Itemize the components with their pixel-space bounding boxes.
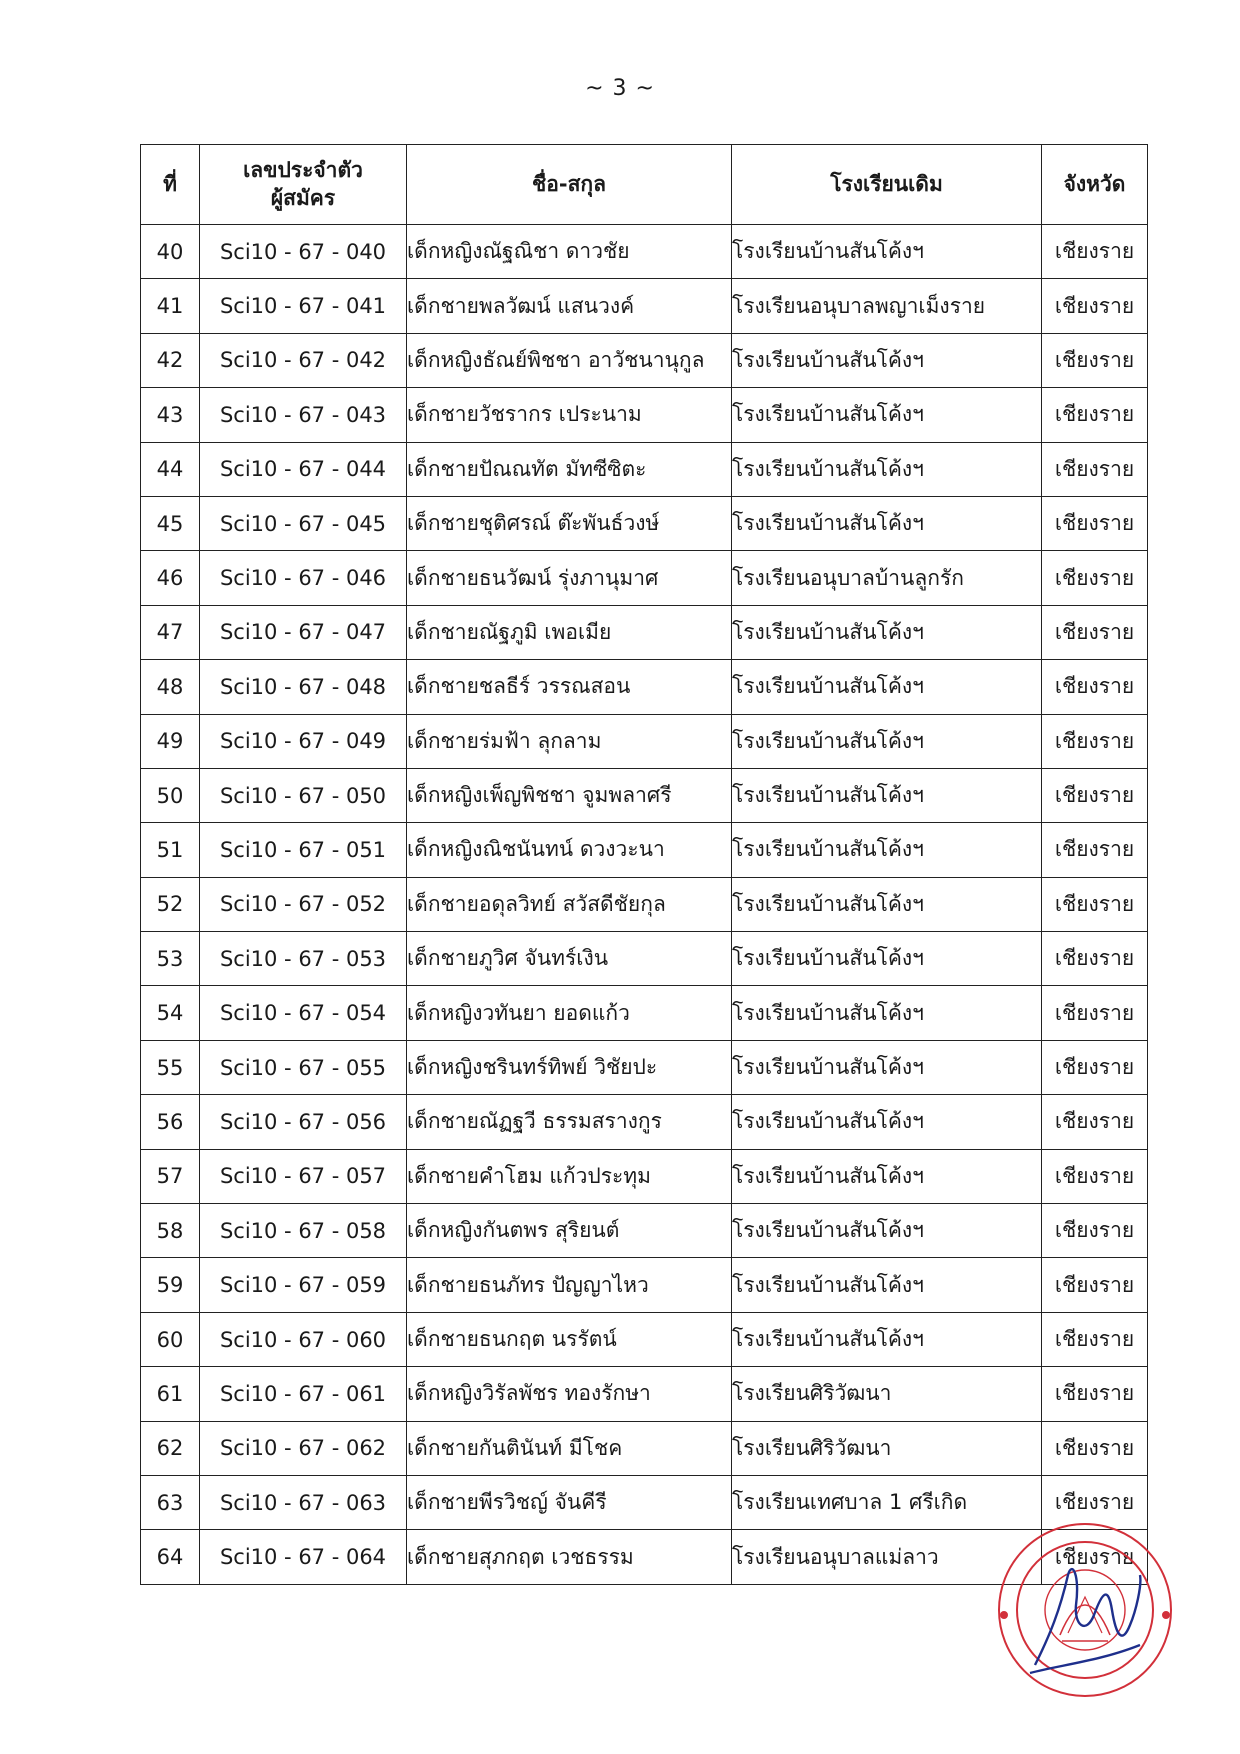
row-number: 54 [141, 986, 200, 1040]
province: เชียงราย [1042, 1204, 1148, 1258]
applicant-name: เด็กชายธนภัทร ปัญญาไหว [407, 1258, 732, 1312]
school: โรงเรียนบ้านสันโค้งฯ [732, 1204, 1042, 1258]
province: เชียงราย [1042, 1475, 1148, 1529]
applicant-name: เด็กหญิงณัฐณิชา ดาวชัย [407, 225, 732, 279]
applicant-name: เด็กหญิงวทันยา ยอดแก้ว [407, 986, 732, 1040]
table-row [141, 986, 1148, 1040]
school: โรงเรียนบ้านสันโค้งฯ [732, 1040, 1042, 1094]
province: เชียงราย [1042, 333, 1148, 387]
school: โรงเรียนอนุบาลแม่ลาว [732, 1530, 1042, 1584]
table-row [141, 388, 1148, 442]
applicant-id: Sci10 - 67 - 048 [200, 660, 407, 714]
applicant-name: เด็กชายคำโฮม แก้วประทุม [407, 1149, 732, 1203]
table-row [141, 333, 1148, 387]
table-row [141, 877, 1148, 931]
row-number: 61 [141, 1367, 200, 1421]
school: โรงเรียนศิริวัฒนา [732, 1421, 1042, 1475]
applicant-name: เด็กหญิงณิชนันทน์ ดวงวะนา [407, 823, 732, 877]
applicant-id: Sci10 - 67 - 057 [200, 1149, 407, 1203]
school: โรงเรียนบ้านสันโค้งฯ [732, 1312, 1042, 1366]
table-row [141, 1475, 1148, 1529]
applicant-name: เด็กชายชลธีร์ วรรณสอน [407, 660, 732, 714]
applicant-id: Sci10 - 67 - 043 [200, 388, 407, 442]
applicant-id: Sci10 - 67 - 060 [200, 1312, 407, 1366]
applicant-id: Sci10 - 67 - 064 [200, 1530, 407, 1584]
applicant-id: Sci10 - 67 - 052 [200, 877, 407, 931]
province: เชียงราย [1042, 442, 1148, 496]
header-province: จังหวัด [1042, 145, 1148, 225]
applicant-name: เด็กชายณัฐภูมิ เพอเมีย [407, 605, 732, 659]
province: เชียงราย [1042, 1149, 1148, 1203]
province: เชียงราย [1042, 877, 1148, 931]
school: โรงเรียนบ้านสันโค้งฯ [732, 388, 1042, 442]
row-number: 56 [141, 1095, 200, 1149]
table-row [141, 768, 1148, 822]
school: โรงเรียนเทศบาล 1 ศรีเกิด [732, 1475, 1042, 1529]
row-number: 46 [141, 551, 200, 605]
applicant-id: Sci10 - 67 - 044 [200, 442, 407, 496]
school: โรงเรียนอนุบาลพญาเม็งราย [732, 279, 1042, 333]
row-number: 45 [141, 496, 200, 550]
header-name: ชื่อ-สกุล [407, 145, 732, 225]
school: โรงเรียนบ้านสันโค้งฯ [732, 1149, 1042, 1203]
table-row [141, 496, 1148, 550]
applicant-name: เด็กหญิงธัณย์พิชชา อาวัชนานุกูล [407, 333, 732, 387]
province: เชียงราย [1042, 551, 1148, 605]
table-row [141, 1149, 1148, 1203]
row-number: 41 [141, 279, 200, 333]
applicant-id: Sci10 - 67 - 063 [200, 1475, 407, 1529]
province: เชียงราย [1042, 496, 1148, 550]
table-row [141, 660, 1148, 714]
header-applicant-id-line2: ผู้สมัคร [270, 185, 336, 210]
applicant-name: เด็กชายพลวัฒน์ แสนวงค์ [407, 279, 732, 333]
province: เชียงราย [1042, 932, 1148, 986]
applicant-name: เด็กชายสุภกฤต เวชธรรม [407, 1530, 732, 1584]
table-body [141, 225, 1148, 1585]
row-number: 60 [141, 1312, 200, 1366]
school: โรงเรียนบ้านสันโค้งฯ [732, 496, 1042, 550]
applicant-name: เด็กหญิงกันตพร สุริยนต์ [407, 1204, 732, 1258]
row-number: 62 [141, 1421, 200, 1475]
table-row [141, 1312, 1148, 1366]
school: โรงเรียนบ้านสันโค้งฯ [732, 225, 1042, 279]
applicant-id: Sci10 - 67 - 046 [200, 551, 407, 605]
applicant-id: Sci10 - 67 - 056 [200, 1095, 407, 1149]
school: โรงเรียนศิริวัฒนา [732, 1367, 1042, 1421]
applicant-name: เด็กชายชุติศรณ์ ต๊ะพันธ์วงษ์ [407, 496, 732, 550]
row-number: 58 [141, 1204, 200, 1258]
row-number: 63 [141, 1475, 200, 1529]
table-row [141, 1204, 1148, 1258]
table-row [141, 279, 1148, 333]
province: เชียงราย [1042, 1530, 1148, 1584]
province: เชียงราย [1042, 823, 1148, 877]
row-number: 47 [141, 605, 200, 659]
applicant-id: Sci10 - 67 - 045 [200, 496, 407, 550]
table-row [141, 1040, 1148, 1094]
applicant-id: Sci10 - 67 - 041 [200, 279, 407, 333]
province: เชียงราย [1042, 1258, 1148, 1312]
applicant-name: เด็กชายวัชรากร เประนาม [407, 388, 732, 442]
table-row [141, 1258, 1148, 1312]
province: เชียงราย [1042, 279, 1148, 333]
school: โรงเรียนบ้านสันโค้งฯ [732, 605, 1042, 659]
row-number: 48 [141, 660, 200, 714]
applicant-name: เด็กชายร่มฟ้า ลุกลาม [407, 714, 732, 768]
school: โรงเรียนบ้านสันโค้งฯ [732, 877, 1042, 931]
applicant-name: เด็กชายธนกฤต นรรัตน์ [407, 1312, 732, 1366]
header-applicant-id [200, 145, 407, 225]
applicant-id: Sci10 - 67 - 049 [200, 714, 407, 768]
table-header-row [141, 145, 1148, 225]
applicant-name: เด็กชายปัณณทัต มัทซีซิตะ [407, 442, 732, 496]
table-row [141, 225, 1148, 279]
row-number: 44 [141, 442, 200, 496]
province: เชียงราย [1042, 225, 1148, 279]
applicant-table [140, 144, 1148, 1585]
applicant-name: เด็กชายณัฏฐวี ธรรมสรางกูร [407, 1095, 732, 1149]
applicant-name: เด็กชายพีรวิชญ์ จันคีรี [407, 1475, 732, 1529]
table-row [141, 1421, 1148, 1475]
applicant-id: Sci10 - 67 - 055 [200, 1040, 407, 1094]
applicant-id: Sci10 - 67 - 058 [200, 1204, 407, 1258]
row-number: 42 [141, 333, 200, 387]
applicant-id: Sci10 - 67 - 062 [200, 1421, 407, 1475]
row-number: 40 [141, 225, 200, 279]
row-number: 50 [141, 768, 200, 822]
table-row [141, 823, 1148, 877]
school: โรงเรียนบ้านสันโค้งฯ [732, 442, 1042, 496]
province: เชียงราย [1042, 1095, 1148, 1149]
applicant-id: Sci10 - 67 - 051 [200, 823, 407, 877]
applicant-name: เด็กชายกันตินันท์ มีโชค [407, 1421, 732, 1475]
school: โรงเรียนบ้านสันโค้งฯ [732, 823, 1042, 877]
row-number: 43 [141, 388, 200, 442]
row-number: 51 [141, 823, 200, 877]
table-row [141, 1530, 1148, 1584]
table-row [141, 714, 1148, 768]
table-row [141, 551, 1148, 605]
school: โรงเรียนบ้านสันโค้งฯ [732, 768, 1042, 822]
row-number: 55 [141, 1040, 200, 1094]
applicant-name: เด็กหญิงเพ็ญพิชชา จูมพลาศรี [407, 768, 732, 822]
applicant-name: เด็กชายธนวัฒน์ รุ่งภานุมาศ [407, 551, 732, 605]
table-row [141, 932, 1148, 986]
row-number: 59 [141, 1258, 200, 1312]
applicant-id: Sci10 - 67 - 047 [200, 605, 407, 659]
province: เชียงราย [1042, 1367, 1148, 1421]
school: โรงเรียนบ้านสันโค้งฯ [732, 986, 1042, 1040]
school: โรงเรียนบ้านสันโค้งฯ [732, 1258, 1042, 1312]
applicant-id: Sci10 - 67 - 050 [200, 768, 407, 822]
table-row [141, 605, 1148, 659]
row-number: 64 [141, 1530, 200, 1584]
province: เชียงราย [1042, 714, 1148, 768]
applicant-name: เด็กหญิงชรินทร์ทิพย์ วิชัยปะ [407, 1040, 732, 1094]
row-number: 52 [141, 877, 200, 931]
applicant-id: Sci10 - 67 - 040 [200, 225, 407, 279]
applicant-id: Sci10 - 67 - 042 [200, 333, 407, 387]
applicant-name: เด็กชายอดุลวิทย์ สวัสดีชัยกุล [407, 877, 732, 931]
applicant-id: Sci10 - 67 - 061 [200, 1367, 407, 1421]
province: เชียงราย [1042, 768, 1148, 822]
school: โรงเรียนอนุบาลบ้านลูกรัก [732, 551, 1042, 605]
header-no: ที่ [141, 145, 200, 225]
header-applicant-id-line1: เลขประจำตัว [243, 158, 363, 183]
school: โรงเรียนบ้านสันโค้งฯ [732, 714, 1042, 768]
province: เชียงราย [1042, 660, 1148, 714]
school: โรงเรียนบ้านสันโค้งฯ [732, 1095, 1042, 1149]
page-number: ~ 3 ~ [585, 76, 655, 101]
province: เชียงราย [1042, 1421, 1148, 1475]
table-row [141, 1095, 1148, 1149]
table-row [141, 1367, 1148, 1421]
province: เชียงราย [1042, 1040, 1148, 1094]
applicant-id: Sci10 - 67 - 054 [200, 986, 407, 1040]
province: เชียงราย [1042, 605, 1148, 659]
header-school: โรงเรียนเดิม [732, 145, 1042, 225]
table-row [141, 442, 1148, 496]
province: เชียงราย [1042, 986, 1148, 1040]
applicant-id: Sci10 - 67 - 059 [200, 1258, 407, 1312]
row-number: 49 [141, 714, 200, 768]
applicant-id: Sci10 - 67 - 053 [200, 932, 407, 986]
applicant-name: เด็กหญิงวิรัลพัชร ทองรักษา [407, 1367, 732, 1421]
province: เชียงราย [1042, 388, 1148, 442]
province: เชียงราย [1042, 1312, 1148, 1366]
school: โรงเรียนบ้านสันโค้งฯ [732, 660, 1042, 714]
school: โรงเรียนบ้านสันโค้งฯ [732, 932, 1042, 986]
applicant-name: เด็กชายภูวิศ จันทร์เงิน [407, 932, 732, 986]
school: โรงเรียนบ้านสันโค้งฯ [732, 333, 1042, 387]
row-number: 53 [141, 932, 200, 986]
row-number: 57 [141, 1149, 200, 1203]
